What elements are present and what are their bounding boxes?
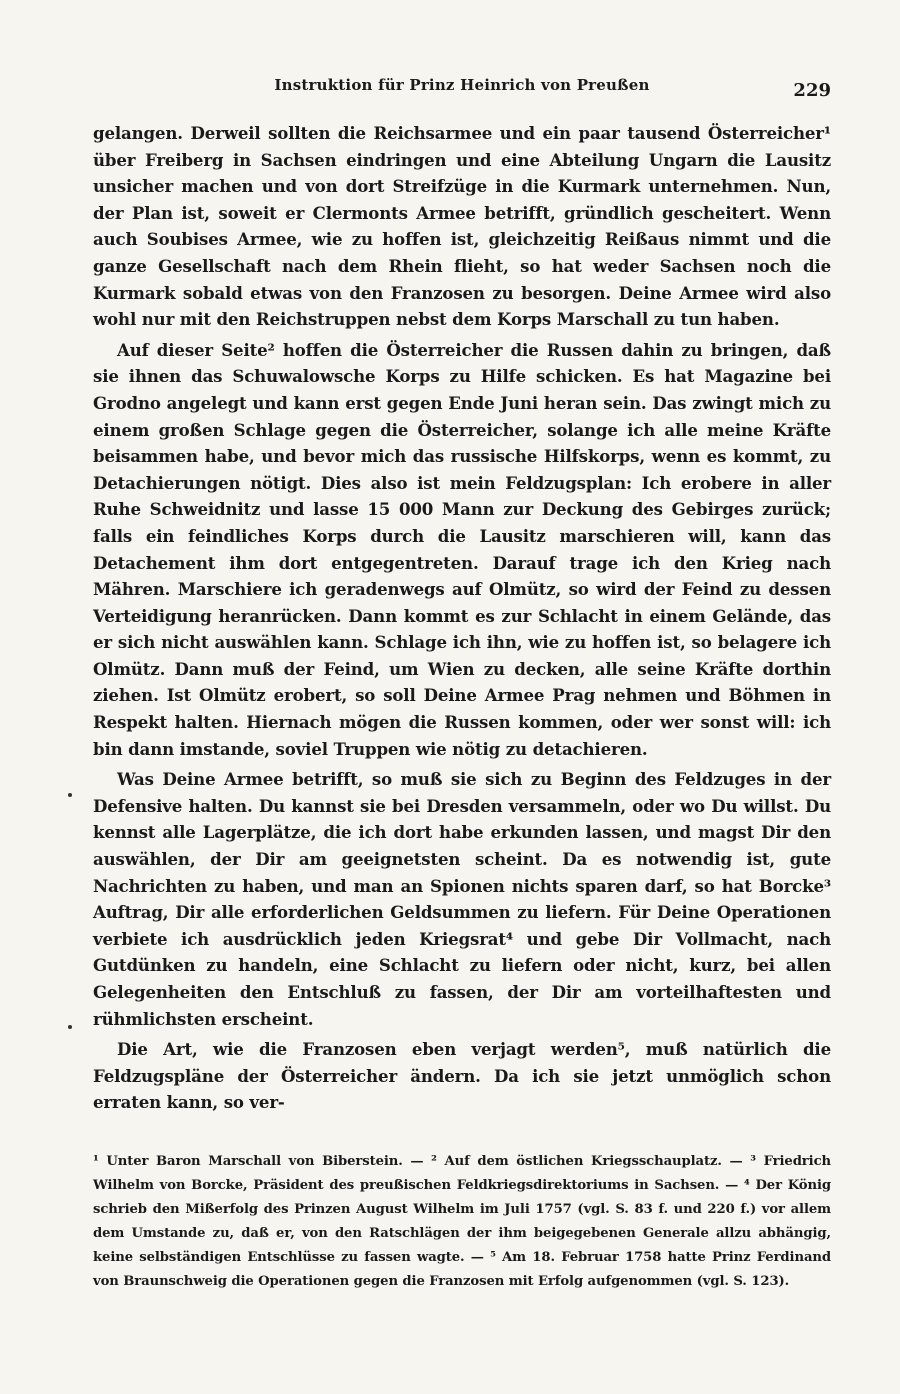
footnote-text: ¹ Unter Baron Marschall von Biberstein. — ² Auf dem östlichen Kriegsschauplatz. — ³ Friedrich Wilhelm von Borcke, Präsident des preußischen Feldkriegsdirektoriums in Sachsen. — ⁴ Der König schrieb den Mißerfolg des Prinzen August Wilhelm im Juli 1757 (vgl. S. 83 f. und 220 f.) vor allem dem Umstande zu, daß er, von den Ratschlägen der ihm beigegebenen Generale allzu abhängig, keine selbständigen Entschlüsse zu fassen wagte. — ⁵ Am 18. Februar 1758 hatte Prinz Ferdinand von Braunschweig die Operationen gegen die Franzosen mit Erfolg aufgenommen (vgl. S. 123). <box>93 1154 831 1289</box>
margin-dot <box>68 1025 72 1029</box>
paragraph-4: Die Art, wie die Franzosen eben verjagt werden⁵, muß natürlich die Feldzugspläne der Österreicher ändern. Da ich sie jetzt unmöglich schon erraten kann, so ver- <box>93 1039 831 1113</box>
page <box>93 70 831 1120</box>
footnotes <box>93 1150 831 1294</box>
body-text <box>93 120 831 1116</box>
paragraph-2: Auf dieser Seite² hoffen die Österreicher die Russen dahin zu bringen, daß sie ihnen das Schuwalowsche Korps zu Hilfe schicken. Es hat Magazine bei Grodno angelegt und kann erst gegen Ende Juni heran sein. Das zwingt mich zu einem großen Schlage gegen die Österreicher, solange ich alle meine Kräfte beisammen habe, und bevor mich das russische Hilfskorps, wenn es kommt, zu Detachierungen nötigt. Dies also ist mein Feldzugsplan: Ich erobere in aller Ruhe Schweidnitz und lasse 15 000 Mann zur Deckung des Gebirges zurück; falls ein feindliches Korps durch die Lausitz marschieren will, kann das Detachement ihm dort entgegentreten. Darauf trage ich den Krieg nach Mähren. Marschiere ich geradenwegs auf Olmütz, so wird der Feind zu dessen Verteidigung heranrücken. Dann kommt es zur Schlacht in einem Gelände, das er sich nicht auswählen kann. Schlage ich ihn, wie zu hoffen ist, so belagere ich Olmütz. Dann muß der Feind, um Wien zu decken, alle seine Kräfte dorthin ziehen. Ist Olmütz erobert, so soll Deine Armee Prag nehmen und Böhmen in Respekt halten. Hiernach mögen die Russen kommen, oder wer sonst will: ich bin dann imstande, soviel Truppen wie nötig zu detachieren. <box>93 339 831 759</box>
page-number: 229 <box>793 80 831 101</box>
running-head: Instruktion für Prinz Heinrich von Preußen <box>274 76 650 94</box>
paragraph-1: gelangen. Derweil sollten die Reichsarmee und ein paar tausend Österreicher¹ über Freiberg in Sachsen eindringen und eine Abteilung Ungarn die Lausitz unsicher machen und von dort Streifzüge in die Kurmark unternehmen. Nun, der Plan ist, soweit er Clermonts Armee betrifft, gründlich gescheitert. Wenn auch Soubises Armee, wie zu hoffen ist, gleichzeitig Reißaus nimmt und die ganze Gesellschaft nach dem Rhein flieht, so hat weder Sachsen noch die Kurmark sobald etwas von den Franzosen zu besorgen. Deine Armee wird also wohl nur mit den Reichstruppen nebst dem Korps Marschall zu tun haben. <box>93 123 831 330</box>
margin-dot <box>68 793 72 797</box>
paragraph-3: Was Deine Armee betrifft, so muß sie sich zu Beginn des Feldzuges in der Defensive halten. Du kannst sie bei Dresden versammeln, oder wo Du willst. Du kennst alle Lagerplätze, die ich dort habe erkunden lassen, und magst Dir den auswählen, der Dir am geeignetsten scheint. Da es notwendig ist, gute Nachrichten zu haben, und man an Spionen nichts sparen darf, so hat Borcke³ Auftrag, Dir alle erforderlichen Geldsummen zu liefern. Für Deine Operationen verbiete ich ausdrücklich jeden Kriegsrat⁴ und gebe Dir Vollmacht, nach Gutdünken zu handeln, eine Schlacht zu liefern oder nicht, kurz, bei allen Gelegenheiten den Entschluß zu fassen, der Dir am vorteilhaftesten und rühmlichsten erscheint. <box>93 769 831 1029</box>
page-header <box>93 70 831 106</box>
